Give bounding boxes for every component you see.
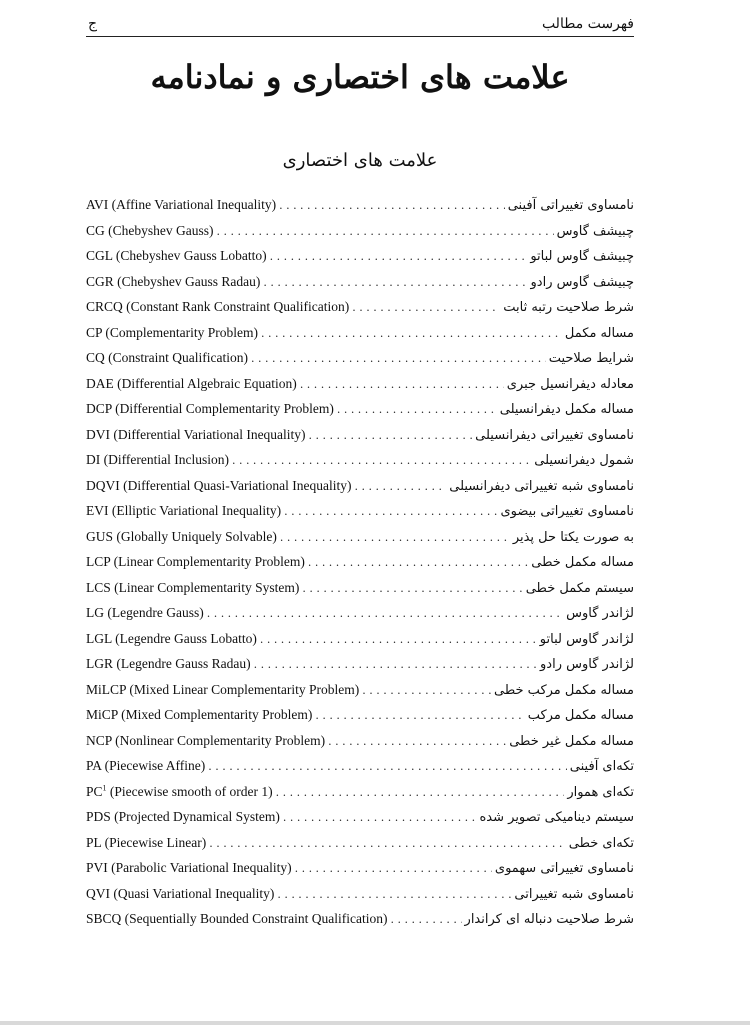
persian-term: چبیشف گاوس رادو <box>530 274 634 290</box>
dot-leader <box>390 907 461 933</box>
abbreviation-code-text: NCP (Nonlinear Complementarity Problem) <box>86 732 326 748</box>
list-item <box>86 855 634 881</box>
dot-leader <box>302 576 522 602</box>
abbreviation-code <box>86 243 267 269</box>
list-item <box>86 269 634 295</box>
list-item <box>86 396 634 422</box>
abbreviation-code <box>86 753 205 779</box>
persian-term: شرایط صلاحیت <box>548 351 634 366</box>
dot-leader <box>352 295 500 321</box>
list-item <box>86 677 634 703</box>
abbreviation-code <box>86 473 352 499</box>
list-item <box>86 651 634 677</box>
abbreviation-code-rest: (Piecewise smooth of order 1) <box>106 783 273 799</box>
dot-leader <box>279 193 505 219</box>
list-item <box>86 524 634 550</box>
abbreviation-code <box>86 677 359 703</box>
abbreviation-code-text: PA (Piecewise Affine) <box>86 758 206 773</box>
persian-term: مساله مکمل <box>564 325 634 341</box>
list-item <box>86 575 634 601</box>
superscript: 1 <box>102 783 107 792</box>
abbreviation-code <box>86 549 305 575</box>
abbreviation-code <box>86 626 257 652</box>
page-title: علامت های اختصاری و نمادنامه <box>150 58 570 96</box>
dot-leader <box>251 346 546 372</box>
abbreviation-code <box>86 422 306 448</box>
abbreviation-code-text: QVI (Quasi Variational Inequality) <box>86 885 275 901</box>
dot-leader <box>328 729 506 755</box>
persian-term: تکه‌ای آفینی <box>569 759 634 774</box>
persian-term: شرط صلاحیت رتبه ثابت <box>503 300 634 315</box>
persian-term: مساله مکمل خطی <box>531 555 634 570</box>
abbreviation-code <box>86 575 299 601</box>
list-item <box>86 320 634 346</box>
abbreviation-code <box>86 855 292 881</box>
list-item <box>86 549 634 575</box>
abbreviation-code <box>86 906 387 932</box>
list-item <box>86 447 634 473</box>
page-number: ج <box>88 16 98 32</box>
abbreviation-code-text: LCS (Linear Complementarity System) <box>86 579 300 595</box>
abbreviation-code-text: DCP (Differential Complementarity Problem) <box>86 401 334 416</box>
abbreviation-code-text: CGL (Chebyshev Gauss Lobatto) <box>86 248 267 263</box>
persian-term: نامساوی تغییراتی دیفرانسیلی <box>475 427 634 443</box>
persian-term: مساله مکمل مرکب <box>527 708 634 723</box>
dot-leader <box>362 678 491 704</box>
abbreviation-code-text: LCP (Linear Complementarity Problem) <box>86 554 305 569</box>
abbreviation-list <box>86 192 634 932</box>
abbreviation-code-text: CP (Complementarity Problem) <box>86 324 258 340</box>
page-edge <box>0 1021 750 1025</box>
list-item <box>86 906 634 932</box>
persian-term: شمول دیفرانسیلی <box>534 453 634 468</box>
dot-leader <box>337 397 497 423</box>
persian-term: نامساوی تغییراتی آفینی <box>507 198 634 213</box>
abbreviation-code-text: CG (Chebyshev Gauss) <box>86 222 214 238</box>
abbreviation-code-text: EVI (Elliptic Variational Inequality) <box>86 503 282 518</box>
abbreviation-code-text: MiLCP (Mixed Linear Complementarity Problem) <box>86 681 360 697</box>
list-item <box>86 779 634 805</box>
abbreviation-code <box>86 192 276 218</box>
abbreviation-code-text: PVI (Parabolic Variational Inequality) <box>86 860 292 875</box>
dot-leader <box>209 831 566 857</box>
persian-term: لژاندر گاوس رادو <box>540 657 634 672</box>
persian-term: به صورت یکتا حل پذیر <box>512 529 634 545</box>
abbreviation-code <box>86 600 204 626</box>
list-item <box>86 600 634 626</box>
dot-leader <box>207 601 563 627</box>
list-item <box>86 804 634 830</box>
list-item <box>86 626 634 652</box>
list-item <box>86 830 634 856</box>
list-item <box>86 473 634 499</box>
persian-term: لژاندر گاوس <box>566 606 634 621</box>
abbreviation-code-text: DVI (Differential Variational Inequality) <box>86 426 306 442</box>
dot-leader <box>208 754 567 780</box>
persian-term: نامساوی تغییراتی بیضوی <box>500 504 634 519</box>
abbreviation-code <box>86 320 258 346</box>
abbreviation-code <box>86 804 280 830</box>
list-item <box>86 422 634 448</box>
list-item <box>86 728 634 754</box>
header-title: فهرست مطالب <box>541 16 634 32</box>
dot-leader <box>270 244 528 270</box>
dot-leader <box>295 856 492 882</box>
dot-leader <box>355 474 447 500</box>
abbreviation-code <box>86 447 229 473</box>
dot-leader <box>232 448 531 474</box>
dot-leader <box>263 270 527 296</box>
abbreviation-code <box>86 294 349 320</box>
dot-leader <box>276 780 565 806</box>
list-item <box>86 192 634 218</box>
list-item <box>86 345 634 371</box>
persian-term: مساله مکمل دیفرانسیلی <box>499 402 634 417</box>
abbreviation-code-text: DQVI (Differential Quasi-Variational Inequality) <box>86 477 352 493</box>
dot-leader <box>261 321 562 347</box>
persian-term: تکه‌ای هموار <box>567 784 634 800</box>
list-item <box>86 702 634 728</box>
persian-term: چبیشف گاوس لباتو <box>530 249 634 264</box>
dot-leader <box>280 525 510 551</box>
dot-leader <box>309 423 473 449</box>
abbreviation-code-text: LGL (Legendre Gauss Lobatto) <box>86 630 257 646</box>
dot-leader <box>260 627 537 653</box>
persian-term: مساله مکمل غیر خطی <box>509 733 634 749</box>
abbreviation-code <box>86 881 274 907</box>
dot-leader <box>308 550 528 576</box>
list-item <box>86 498 634 524</box>
abbreviation-code-text: PL (Piecewise Linear) <box>86 834 207 850</box>
persian-term: معادله دیفرانسیل جبری <box>506 376 634 392</box>
persian-term: چبیشف گاوس <box>556 223 634 239</box>
persian-term: لژاندر گاوس لباتو <box>539 631 634 647</box>
abbreviation-code-text: CQ (Constraint Qualification) <box>86 350 248 365</box>
persian-term: تکه‌ای خطی <box>568 835 634 851</box>
abbreviation-code-text: MiCP (Mixed Complementarity Problem) <box>86 707 313 722</box>
running-header <box>86 12 634 37</box>
abbreviation-code <box>86 524 277 550</box>
dot-leader <box>315 703 524 729</box>
abbreviation-code <box>86 345 248 371</box>
persian-term: مساله مکمل مرکب خطی <box>494 682 634 698</box>
persian-term: سیستم مکمل خطی <box>525 580 634 596</box>
section-title: علامت های اختصاری <box>282 150 438 171</box>
abbreviation-code-text: LG (Legendre Gauss) <box>86 605 204 620</box>
abbreviation-code-text: PC <box>86 783 103 799</box>
abbreviation-code <box>86 269 260 295</box>
abbreviation-code <box>86 779 273 805</box>
abbreviation-code <box>86 728 325 754</box>
abbreviation-code-text: CRCQ (Constant Rank Constraint Qualification) <box>86 299 350 314</box>
abbreviation-code-text: DI (Differential Inclusion) <box>86 452 229 467</box>
abbreviation-code-text: LGR (Legendre Gauss Radau) <box>86 656 251 671</box>
list-item <box>86 218 634 244</box>
abbreviation-code <box>86 830 206 856</box>
list-item <box>86 294 634 320</box>
abbreviation-code <box>86 371 297 397</box>
abbreviation-code <box>86 498 281 524</box>
abbreviation-code <box>86 396 334 422</box>
list-item <box>86 243 634 269</box>
persian-term: سیستم دینامیکی تصویر شده <box>479 810 634 825</box>
dot-leader <box>277 882 511 908</box>
dot-leader <box>254 652 537 678</box>
persian-term: نامساوی شبه تغییراتی دیفرانسیلی <box>449 478 634 494</box>
persian-term: نامساوی شبه تغییراتی <box>514 886 634 902</box>
abbreviation-code-text: CGR (Chebyshev Gauss Radau) <box>86 273 261 289</box>
dot-leader <box>300 372 504 398</box>
list-item <box>86 753 634 779</box>
persian-term: نامساوی تغییراتی سهموی <box>494 861 634 876</box>
abbreviation-code-text: GUS (Globally Uniquely Solvable) <box>86 528 277 544</box>
list-item <box>86 881 634 907</box>
dot-leader <box>283 805 477 831</box>
list-item <box>86 371 634 397</box>
abbreviation-code <box>86 651 251 677</box>
dot-leader <box>284 499 497 525</box>
abbreviation-code <box>86 702 312 728</box>
abbreviation-code <box>86 218 214 244</box>
abbreviation-code-text: SBCQ (Sequentially Bounded Constraint Qualification) <box>86 911 388 926</box>
persian-term: شرط صلاحیت دنباله ای کراندار <box>464 912 634 927</box>
abbreviation-code-text: AVI (Affine Variational Inequality) <box>86 197 277 212</box>
abbreviation-code-text: DAE (Differential Algebraic Equation) <box>86 375 297 391</box>
abbreviation-code-text: PDS (Projected Dynamical System) <box>86 809 280 824</box>
dot-leader <box>217 219 554 245</box>
